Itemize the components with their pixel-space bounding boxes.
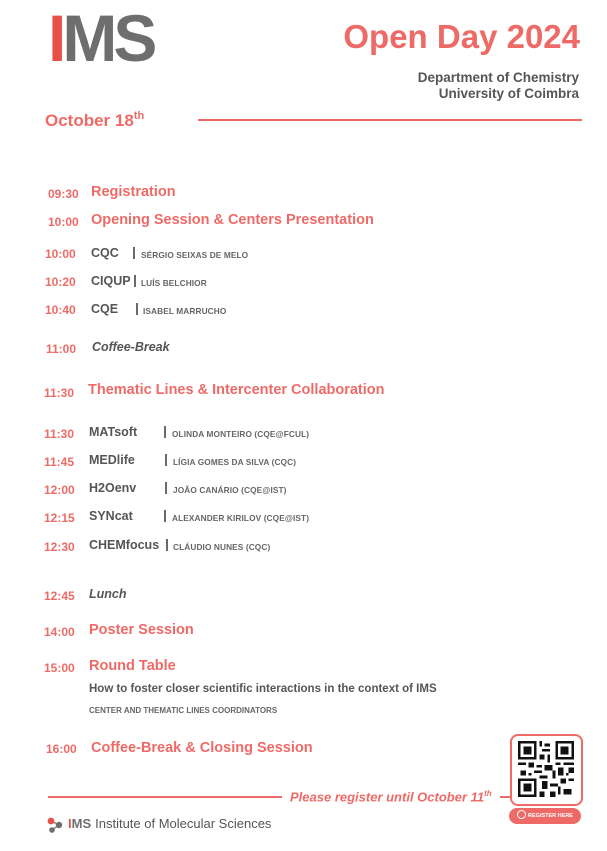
center-speaker: LUÍS BELCHIOR [141,278,207,288]
thematic-title: Thematic Lines & Intercenter Collaboration [88,382,385,398]
register-divider-tail [500,796,510,798]
line-code: MATsoft [89,425,138,439]
center-code: CQC [91,246,119,260]
line-time: 12:30 [44,540,75,554]
department-name: Department of Chemistry [417,70,579,85]
line-code: MEDlife [89,453,135,467]
molecule-icon [46,816,66,834]
round-table-note: CENTER AND THEMATIC LINES COORDINATORS [89,706,278,715]
center-speaker: ISABEL MARRUCHO [143,306,227,316]
institute-name: Institute of Molecular Sciences [95,816,272,831]
separator [166,539,168,551]
line-coordinator: ALEXANDER KIRILOV (CQE@IST) [172,513,310,523]
center-time: 10:40 [45,303,76,317]
center-time: 10:00 [45,247,76,261]
university-name: University of Coimbra [438,86,579,101]
separator [165,454,167,466]
line-code: SYNcat [89,509,133,523]
line-coordinator: CLÁUDIO NUNES (CQC) [173,542,271,552]
line-time: 11:30 [44,427,75,441]
footer-institute: IMS Institute of Molecular Sciences [68,816,272,831]
date-divider [198,119,582,121]
registration-qr-card[interactable] [510,734,583,806]
separator [164,426,166,438]
separator [165,482,167,494]
register-divider [48,796,282,798]
line-coordinator: JOÃO CANÁRIO (CQE@IST) [173,485,287,495]
round-table-title: Round Table [89,658,176,674]
line-coordinator: LÍGIA GOMES DA SILVA (CQC) [173,457,297,467]
thematic-time: 11:30 [44,386,75,400]
qr-code-icon[interactable] [518,741,574,797]
pointer-icon [517,810,526,819]
coffee-break-title: Coffee-Break [92,340,170,354]
line-code: H2Oenv [89,481,137,495]
line-time: 11:45 [44,455,75,469]
center-speaker: SÉRGIO SEIXAS DE MELO [141,250,249,260]
registration-title: Registration [91,184,176,200]
opening-title: Opening Session & Centers Presentation [91,212,374,228]
line-time: 12:00 [44,483,75,497]
ims-logo: IMS [48,1,154,75]
line-code: CHEMfocus [89,538,160,552]
center-code: CQE [91,302,119,316]
closing-time: 16:00 [46,742,77,756]
center-code: CIQUP [91,274,131,288]
register-here-button[interactable]: REGISTER HERE [509,808,581,824]
opening-time: 10:00 [48,215,79,229]
lunch-time: 12:45 [44,589,75,603]
line-coordinator: OLINDA MONTEIRO (CQE@FCUL) [172,429,310,439]
event-title: Open Day 2024 [343,18,580,55]
closing-title: Coffee-Break & Closing Session [91,740,313,756]
line-time: 12:15 [44,511,75,525]
separator [133,247,135,259]
center-time: 10:20 [45,275,76,289]
lunch-title: Lunch [89,587,127,601]
poster-title: Poster Session [89,622,194,638]
poster-time: 14:00 [44,625,75,639]
round-table-time: 15:00 [44,661,75,675]
separator [134,275,136,287]
registration-time: 09:30 [48,187,79,201]
host-info [418,70,579,102]
round-table-subtitle: How to foster closer scientific interactions in the context of IMS [89,683,437,695]
coffee-break-time: 11:00 [46,342,77,356]
event-date: October 18th [45,110,145,130]
separator [164,510,166,522]
register-deadline: Please register until October 11th [290,789,492,805]
separator [136,303,138,315]
